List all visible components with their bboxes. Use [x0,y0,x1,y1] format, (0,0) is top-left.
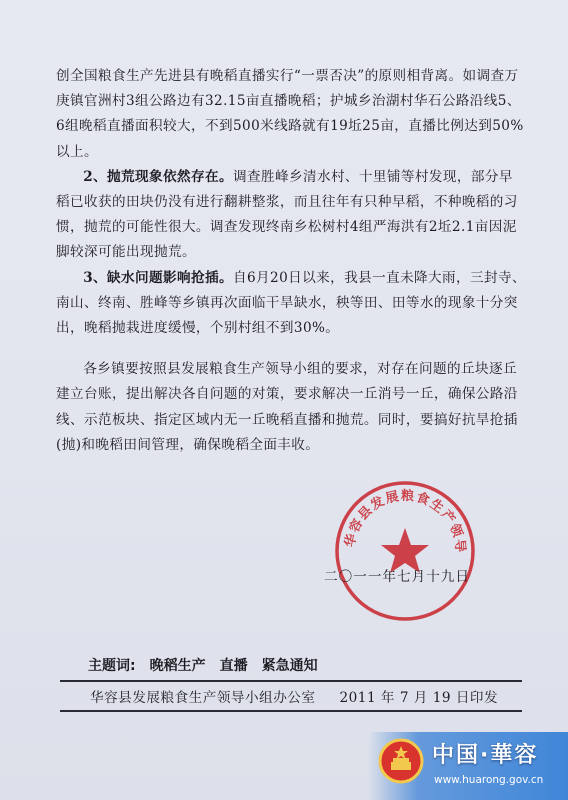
paragraph-3 [56,266,526,342]
paragraph-2-heading: 2、抛荒现象依然存在。 [83,168,233,185]
document-body [56,64,526,458]
national-emblem-icon [378,738,424,784]
keywords-line [88,655,318,675]
footer-divider-top [60,680,522,682]
issuer-line [90,686,498,706]
footer-divider-bottom [60,710,522,712]
watermark-url: www.huarong.gov.cn [434,774,544,786]
paragraph-3-heading: 3、缺水问题影响抢插。 [83,269,233,286]
paragraph-2-body: 调查胜峰乡清水村、十里铺等村发现，部分早稻已收获的田块仍没有进行翻耕整浆，而且往年有只种早稻，不种晚稻的习惯，抛荒的可能性很大。调查发现终南乡松树村4组严海洪有2坵2.1亩因泥脚较深可能出现抛荒。 [56,168,518,261]
keyword: 直播 [219,658,248,674]
seal-text: 华容县发展粮食生产领导 [342,488,468,555]
site-watermark [368,732,568,800]
paragraph-4: 各乡镇要按照县发展粮食生产领导小组的要求，对存在问题的丘块逐丘建立台账，提出解决各自问题的对策，要求解决一丘消号一丘，确保公路沿线、示范板块、指定区域内无一丘晚稻直播和抛荒。同时，要搞好抗旱抢插(抛)和晚稻田间管理，确保晚稻全面丰收。 [56,361,518,453]
official-seal [332,478,478,624]
watermark-title: 中国·華容 [432,743,539,768]
issuer-name: 华容县发展粮食生产领导小组办公室 [90,690,316,706]
paragraph-1: 创全国粮食生产先进县有晚稻直播实行“一票否决”的原则相背离。如调查万庚镇官洲村3组公路边有32.15亩直播晚稻；护城乡治湖村华石公路沿线5、6组晚稻直播面积较大，不到500米线路就有19坵25亩，直播比例达到50%以上。 [56,68,524,160]
seal-graphic [332,478,478,624]
paragraph-2 [56,165,526,266]
keywords-label: 主题词: [88,658,136,674]
issue-date: 2011 年 7 月 19 日印发 [339,690,499,706]
signature-date: 二〇一一年七月十九日 [324,569,470,585]
paragraph-3-body: 自6月20日以来，我县一直未降大雨，三封寺、南山、终南、胜峰等乡镇再次面临干旱缺水，秧等田、田等水的现象十分突出，晚稻抛栽进度缓慢，个别村组不到30%。 [56,269,527,337]
keyword: 紧急通知 [261,658,318,674]
keyword: 晚稻生产 [149,658,206,674]
